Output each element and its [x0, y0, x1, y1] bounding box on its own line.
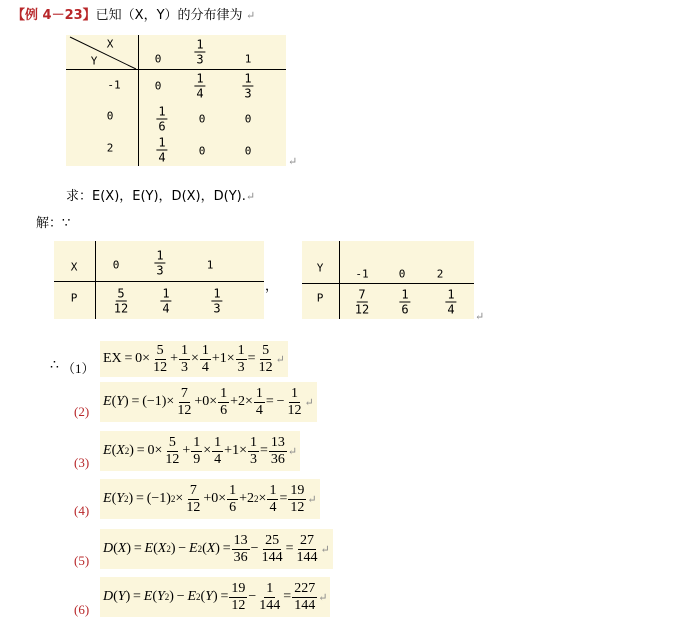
y-table-row-line [302, 283, 474, 284]
joint-cell-r3c3: 0 [244, 144, 252, 158]
return-mark: ↵ [318, 591, 328, 604]
joint-cell-r1c3-den: 3 [244, 86, 252, 101]
joint-cell-r1c2-num: 1 [196, 71, 204, 86]
formula-dx: D ( X ) = E ( X 2 ) − E 2 ( X ) = 13 36 − 25 144 = 27 144 ↵ [100, 529, 333, 569]
solution-label: 解：∵ [36, 216, 71, 231]
joint-cell-r1c3-num: 1 [244, 71, 252, 86]
p-row-label: P [70, 291, 78, 305]
formula-ex: EX = 0× 5 12 + 1 3 × 1 4 +1× 1 3 = 5 12 ↵ [100, 341, 288, 377]
label-3: (3) [74, 455, 90, 470]
y-row-label: Y [316, 261, 324, 275]
x-table-row-line [54, 281, 264, 282]
x-marg-value-2: 1 [206, 258, 214, 272]
joint-cell-r1c2 [193, 73, 206, 100]
return-mark: ↵ [307, 493, 317, 506]
joint-cell-r2c2: 0 [198, 112, 206, 126]
y-marg-prob-1-den: 6 [401, 302, 409, 317]
example-title [12, 4, 255, 24]
question: 求：E(X)，E(Y)，D(X)，D(Y). [66, 189, 246, 204]
label-2: (2) [74, 404, 90, 419]
y-header: Y [90, 54, 98, 68]
joint-cell-r1c1: 0 [154, 79, 162, 93]
table-header-line [66, 69, 286, 70]
x-marg-value-1-den: 3 [156, 263, 164, 278]
joint-cell-r3c1-den: 4 [158, 150, 166, 165]
formula-ex2: E ( X 2 ) = 0× 5 12 + 1 9 × 1 4 +1× 1 3 = 13 36 ↵ [100, 431, 300, 471]
return-mark: ↵ [246, 10, 256, 22]
y-marg-prob-0 [352, 289, 372, 316]
return-mark: ↵ [287, 445, 298, 458]
x-value-0: 0 [154, 52, 162, 66]
y-value-0: -1 [107, 78, 121, 92]
return-mark: ↵ [475, 311, 485, 323]
return-mark: ↵ [275, 353, 285, 366]
formula-dy: D ( Y ) = E ( Y 2 ) − E 2 ( Y ) = 19 12 − 1 144 = 227 144 ↵ [100, 577, 330, 617]
x-marginal-table [54, 241, 264, 319]
x-marg-prob-0-num: 5 [117, 286, 125, 301]
joint-cell-r2c3: 0 [244, 112, 252, 126]
table-column-line [138, 35, 139, 166]
label-1: （1） [62, 361, 95, 376]
return-mark: ↵ [320, 543, 330, 556]
x-value-1-den: 3 [196, 52, 204, 67]
x-marg-prob-1-den: 4 [162, 301, 170, 316]
joint-cell-r3c2: 0 [198, 144, 206, 158]
x-value-1 [193, 39, 206, 66]
joint-cell-r3c1 [155, 137, 168, 164]
y-marg-value-2: 2 [436, 267, 444, 281]
return-mark: ↵ [304, 396, 314, 409]
therefore-symbol: ∴ [50, 358, 59, 373]
x-header: X [106, 37, 114, 51]
formula-ey: E ( Y ) = (−1)× 7 12 +0× 1 6 +2× 1 4 = − 1 12 ↵ [100, 382, 317, 422]
y-marg-value-0: -1 [355, 267, 369, 281]
x-marg-prob-1 [159, 288, 172, 315]
label-6: (6) [74, 602, 90, 617]
x-marg-value-0: 0 [112, 258, 120, 272]
example-tag: 【例 4－23】 [12, 8, 96, 23]
x-value-1-num: 1 [196, 37, 204, 52]
y-value-2: 2 [106, 141, 114, 155]
p-row-label: P [316, 291, 324, 305]
table-separator: ， [265, 278, 279, 293]
x-marg-value-1-num: 1 [156, 248, 164, 263]
table-diagonal [66, 35, 138, 69]
formula-ey2: E ( Y 2 ) = (−1) 2 × 7 12 +0× 1 6 +2 2 × 1 4 = 19 12 ↵ [100, 479, 320, 519]
joint-cell-r2c1 [155, 106, 168, 133]
joint-cell-r1c3 [241, 73, 254, 100]
question-text [66, 185, 255, 204]
y-marg-prob-1-num: 1 [401, 287, 409, 302]
joint-cell-r2c1-num: 1 [158, 104, 166, 119]
x-marg-prob-1-num: 1 [162, 286, 170, 301]
joint-cell-r2c1-den: 6 [158, 119, 166, 134]
y-marg-prob-2-den: 4 [447, 302, 455, 317]
joint-distribution-table [66, 35, 286, 166]
return-mark: ↵ [288, 156, 298, 168]
x-marg-prob-0 [111, 288, 131, 315]
x-marg-value-1 [153, 250, 166, 277]
x-marg-prob-2-den: 3 [213, 301, 221, 316]
y-value-1: 0 [106, 109, 114, 123]
y-marg-prob-0-den: 12 [354, 302, 370, 317]
y-marg-prob-2 [444, 289, 457, 316]
y-table-column-line [339, 241, 340, 319]
y-marg-prob-1 [398, 289, 411, 316]
y-marg-prob-0-num: 7 [358, 287, 366, 302]
joint-cell-r3c1-num: 1 [158, 135, 166, 150]
x-value-2: 1 [244, 52, 252, 66]
x-row-label: X [70, 260, 78, 274]
label-5: (5) [74, 553, 90, 568]
x-marg-prob-2 [210, 288, 223, 315]
joint-cell-r1c2-den: 4 [196, 86, 204, 101]
return-mark: ↵ [245, 191, 256, 203]
x-table-column-line [95, 241, 96, 319]
title-text: 已知（X，Y）的分布律为 [95, 8, 243, 23]
x-marg-prob-2-num: 1 [213, 286, 221, 301]
label-4: (4) [74, 503, 90, 518]
x-marg-prob-0-den: 12 [113, 301, 129, 316]
y-marg-prob-2-num: 1 [447, 287, 455, 302]
y-marginal-table [302, 241, 474, 319]
y-marg-value-1: 0 [398, 267, 406, 281]
